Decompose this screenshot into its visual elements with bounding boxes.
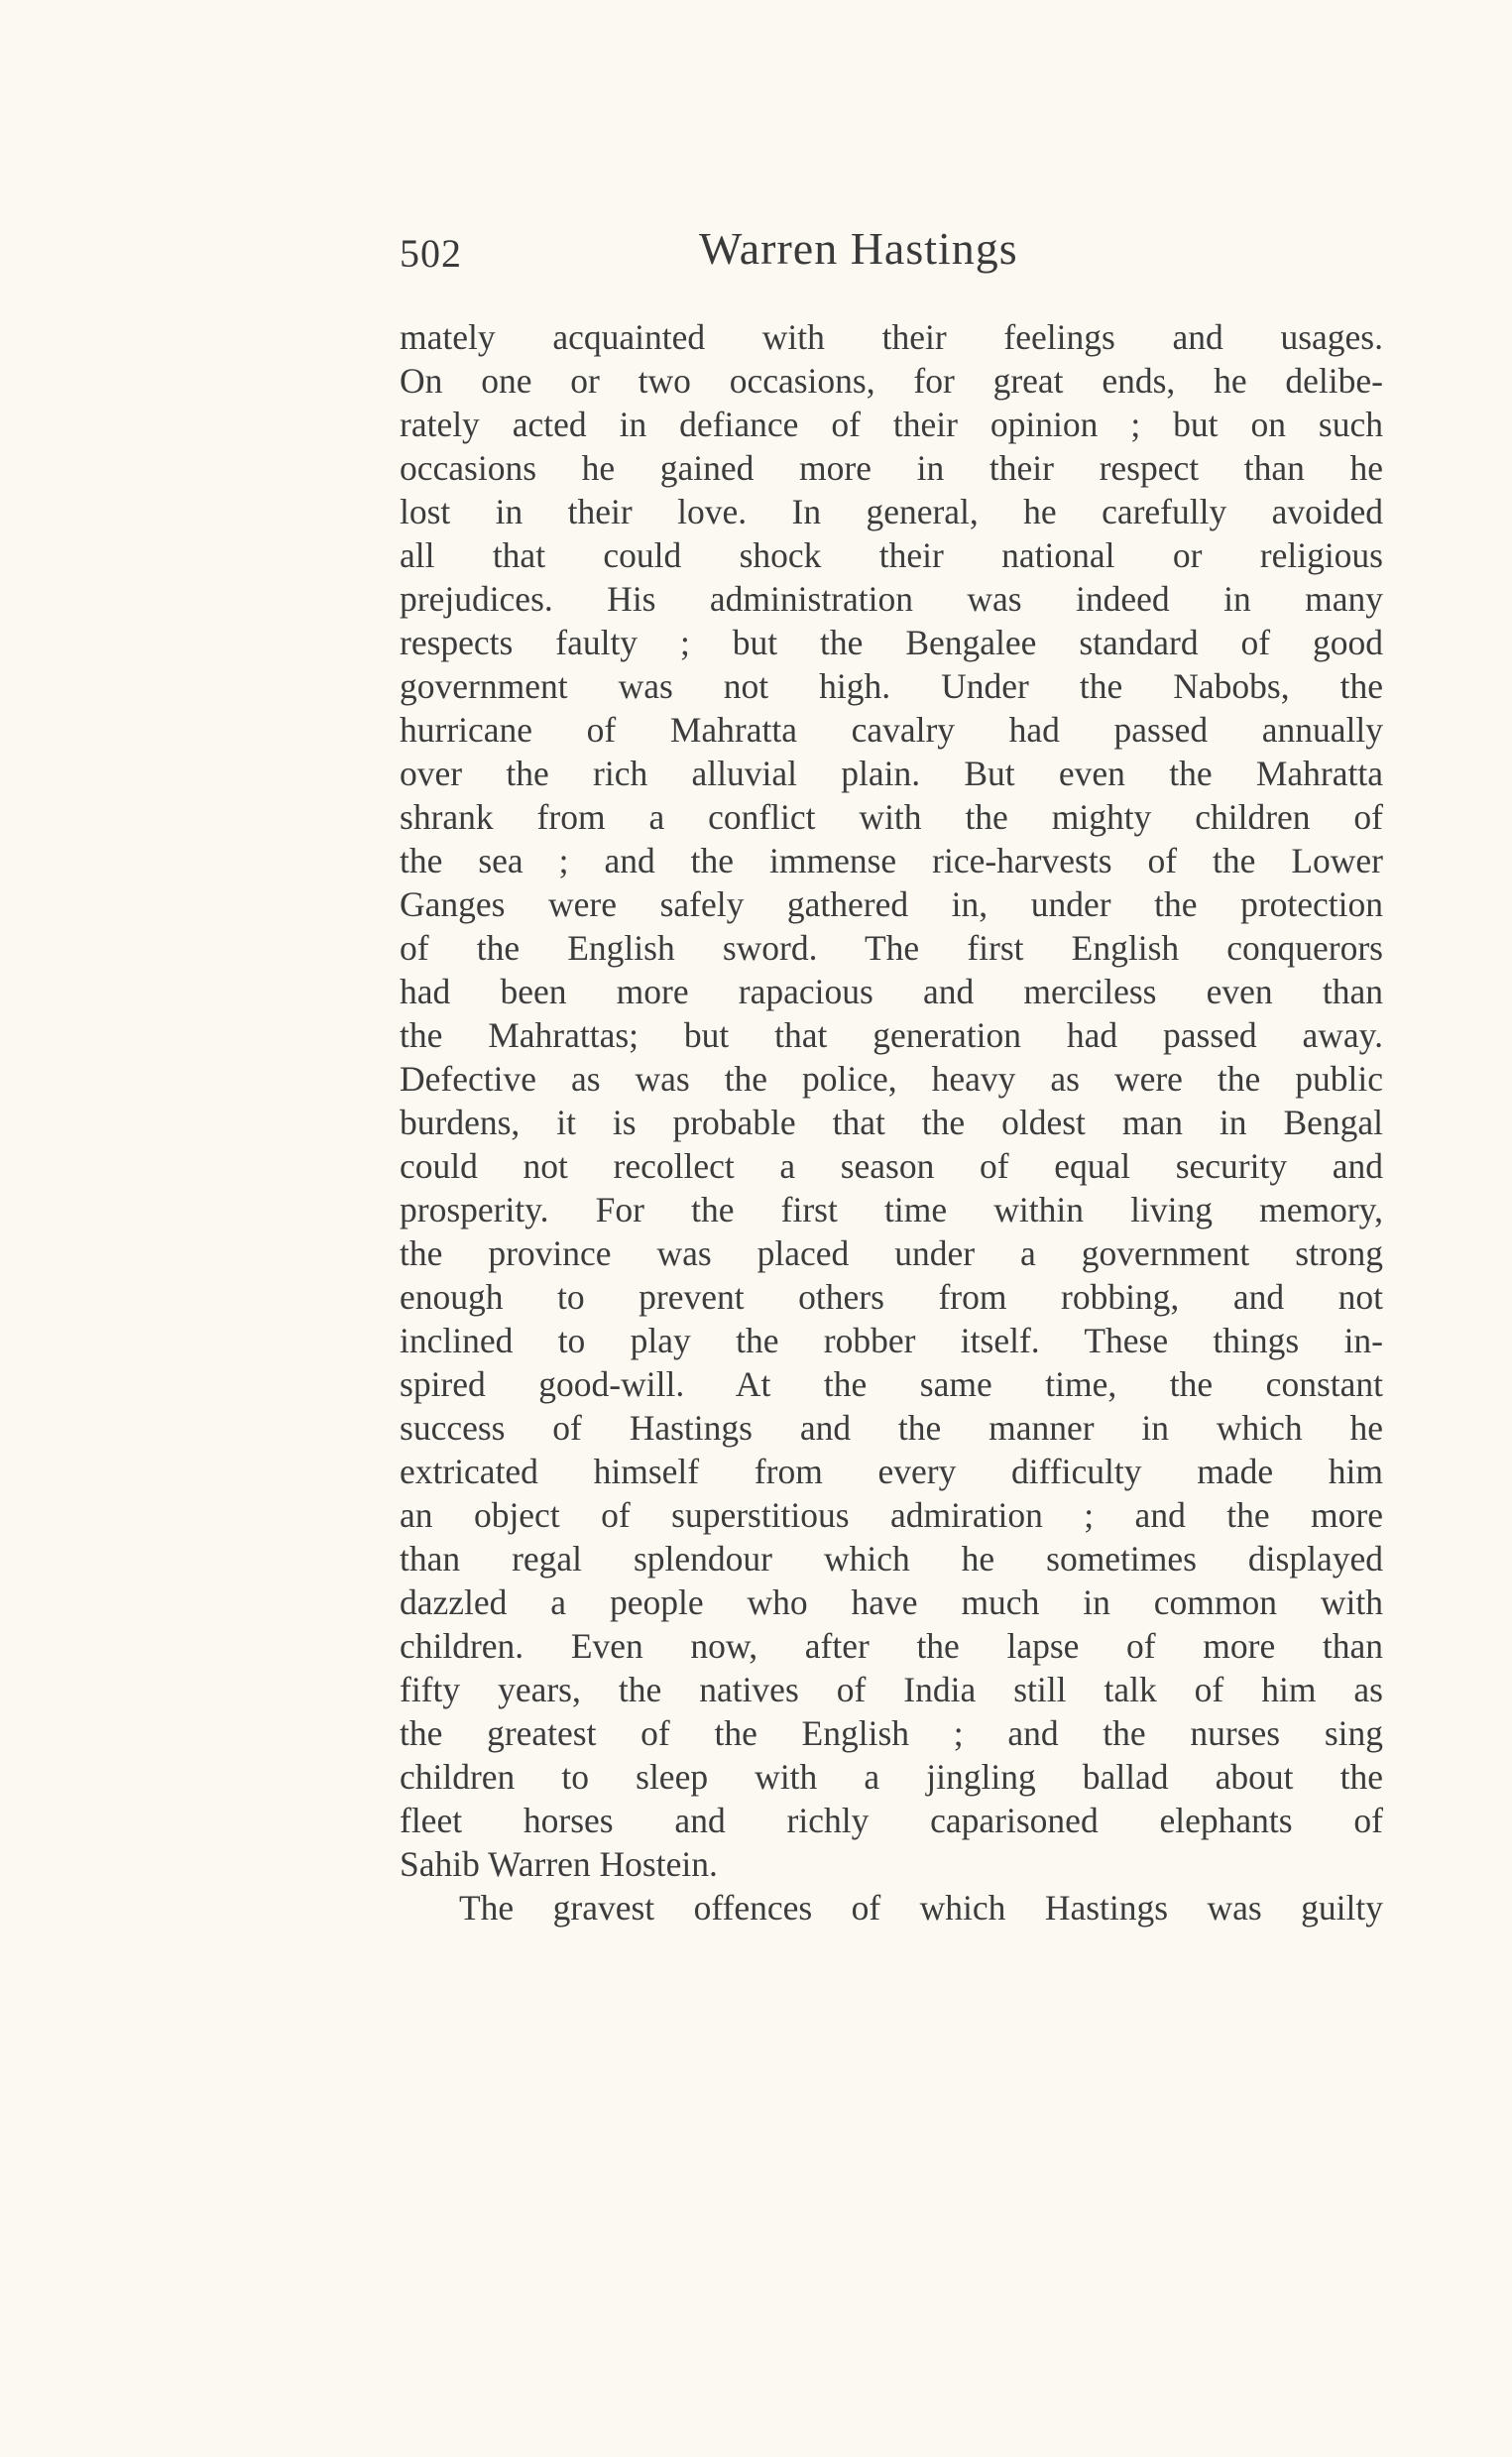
text-line: prejudices. His administration was indeed in many [400,579,1383,619]
text-line: Defective as was the police, heavy as were the public [400,1059,1383,1099]
text-line: burdens, it is probable that the oldest man in Bengal [400,1103,1383,1142]
text-line: Sahib Warren Hostein. [400,1844,718,1884]
text-line: the province was placed under a government strong [400,1233,1383,1273]
text-line: children. Even now, after the lapse of more than [400,1626,1383,1666]
text-line: dazzled a people who have much in common with [400,1582,1383,1622]
text-line: respects faulty ; but the Bengalee standard of good [400,623,1383,662]
text-line: spired good-will. At the same time, the constant [400,1364,1383,1404]
text-line: all that could shock their national or religious [400,535,1383,575]
text-line: the Mahrattas; but that generation had passed away. [400,1015,1383,1055]
running-head [400,222,1094,292]
text-line: hurricane of Mahratta cavalry had passed annually [400,710,1383,750]
text-line: rately acted in defiance of their opinion ; but on such [400,405,1383,444]
text-line: of the English sword. The first English conquerors [400,928,1383,968]
text-line: occasions he gained more in their respect than he [400,448,1383,488]
text-line: fifty years, the natives of India still talk of him as [400,1670,1383,1709]
text-line: Ganges were safely gathered in, under the protection [400,884,1383,924]
text-line: prosperity. For the first time within living memory, [400,1190,1383,1229]
text-line: inclined to play the robber itself. These things in- [400,1321,1383,1360]
page-number: 502 [400,231,462,276]
paragraph [400,1886,1383,1930]
text-line: mately acquainted with their feelings and usages. [400,317,1383,357]
text-line: over the rich alluvial plain. But even the Mahratta [400,754,1383,793]
text-line: government was not high. Under the Nabobs, the [400,666,1383,706]
text-line: had been more rapacious and merciless even than [400,972,1383,1011]
text-line: the greatest of the English ; and the nurses sing [400,1713,1383,1753]
text-line: success of Hastings and the manner in which he [400,1408,1383,1448]
text-line: lost in their love. In general, he carefully avoided [400,492,1383,531]
text-line: an object of superstitious admiration ; and the more [400,1495,1383,1535]
text-line: children to sleep with a jingling ballad about the [400,1757,1383,1797]
text-line: enough to prevent others from robbing, and not [400,1277,1383,1317]
text-line: extricated himself from every difficulty made him [400,1452,1383,1491]
text-line: could not recollect a season of equal security and [400,1146,1383,1186]
text-line: On one or two occasions, for great ends, he delibe- [400,361,1383,401]
paragraph [400,315,1383,1886]
text-line: fleet horses and richly caparisoned elephants of [400,1801,1383,1840]
body-text [400,315,1383,1930]
text-line: shrank from a conflict with the mighty children of [400,797,1383,837]
text-line: than regal splendour which he sometimes displayed [400,1539,1383,1579]
running-title: Warren Hastings [699,223,1018,274]
text-line: the sea ; and the immense rice-harvests of the Lower [400,841,1383,880]
text-line: The gravest offences of which Hastings was guilty [459,1888,1383,1928]
